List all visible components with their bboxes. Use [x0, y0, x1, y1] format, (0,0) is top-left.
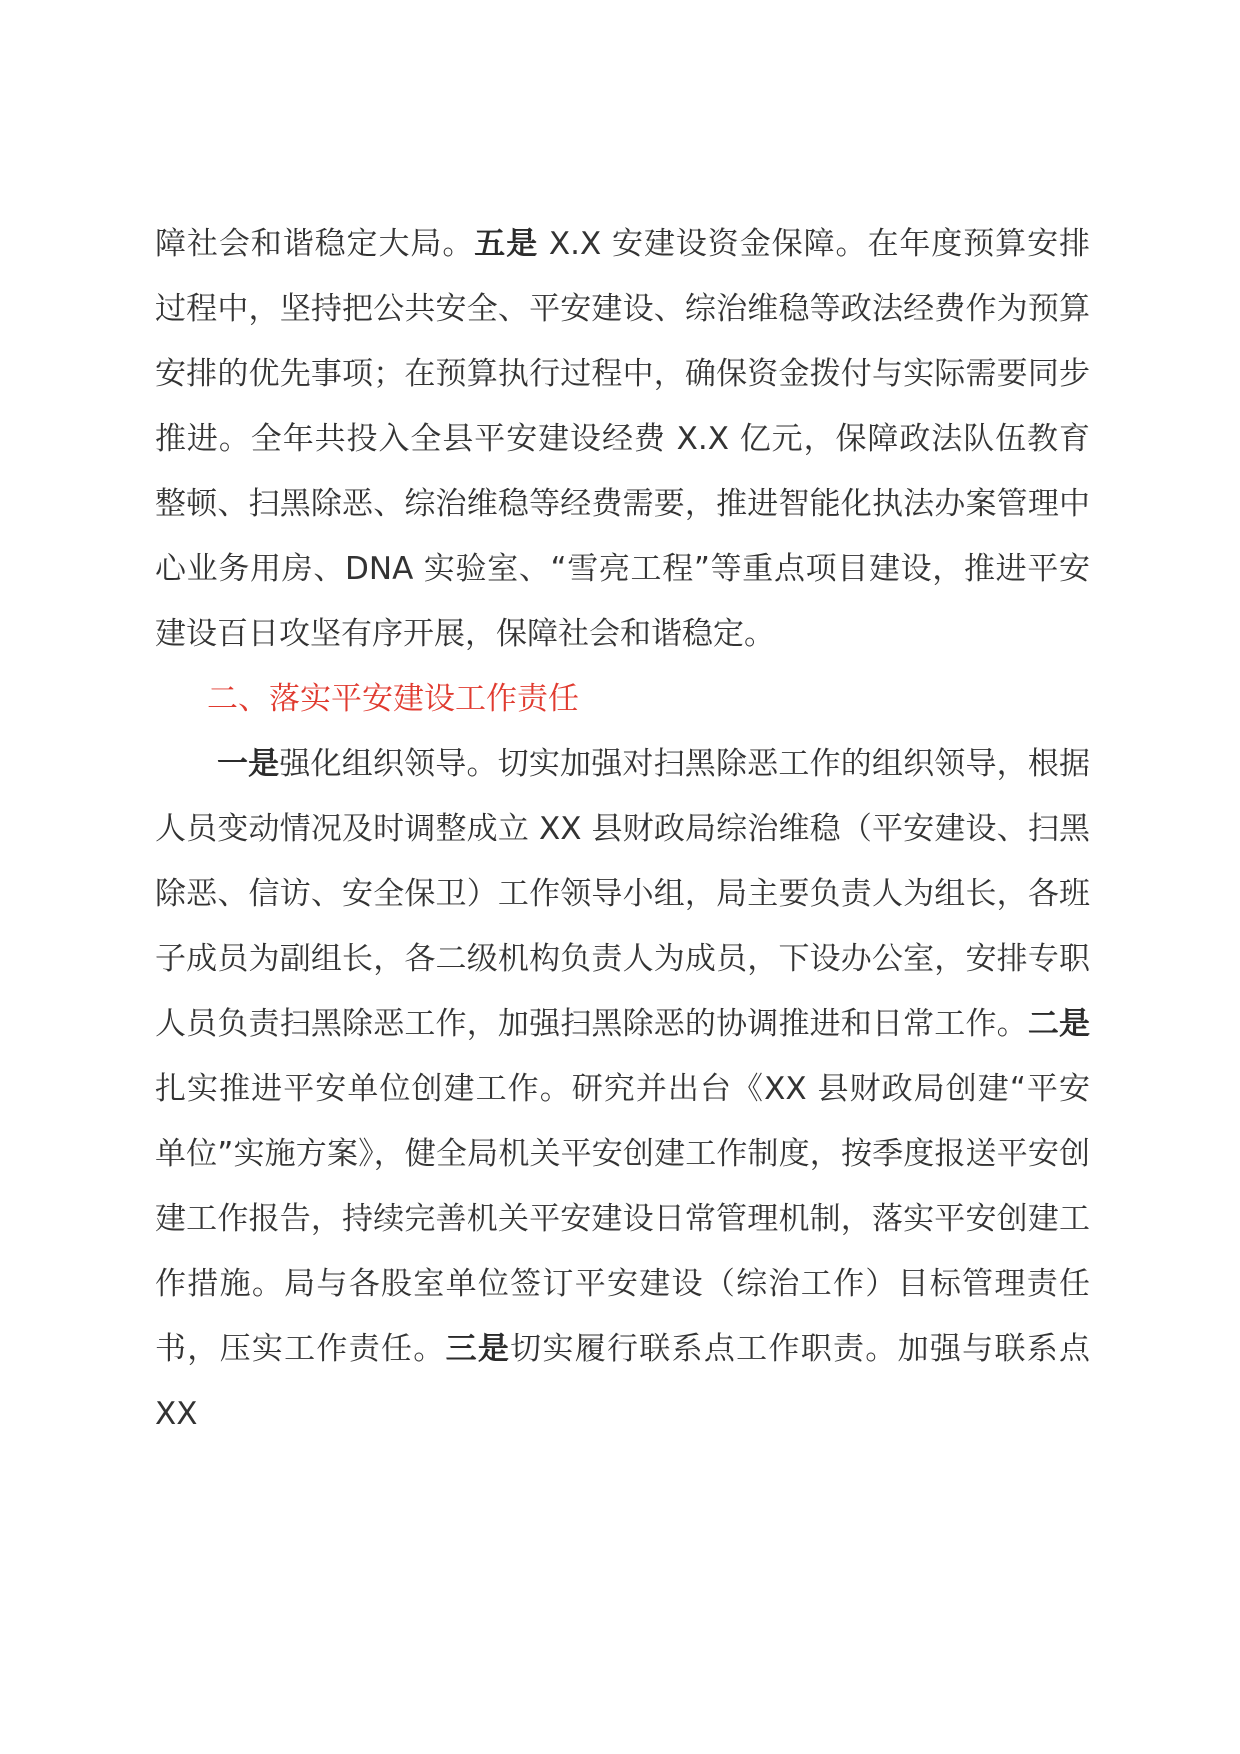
paragraph-text: X.X 安建设资金保障。在年度预算安排过程中，坚持把公共安全、平安建设、综治维稳等政法经费作为预算安排的优先事项；在预算执行过程中，确保资金拨付与实际需要同步推进。全年共投入全县平安建设经费 X.X 亿元，保障政法队伍教育整顿、扫黑除恶、综治维稳等经费需要，推进智能化执法办案管理中心业务用房、DNA 实验室、“雪亮工程”等重点项目建设，推进平安建设百日攻坚有序开展，保障社会和谐稳定。 [155, 226, 1091, 652]
bold-lead-five: 五是 [474, 226, 539, 262]
paragraph-funding [155, 212, 1090, 667]
paragraph-text: 强化组织领导。切实加强对扫黑除恶工作的组织领导，根据人员变动情况及时调整成立 XX 县财政局综治维稳（平安建设、扫黑除恶、信访、安全保卫）工作领导小组，局主要负责人为组长，各班子成员为副组长，各二级机构负责人为成员，下设办公室，安排专职人员负责扫黑除恶工作，加强扫黑除恶的协调推进和日常工作。 [155, 746, 1091, 1042]
paragraph-text: 切实履行联系点工作职责。加强与联系点 XX [155, 1331, 1091, 1432]
paragraph-responsibility [155, 732, 1090, 1447]
section-heading: 二、落实平安建设工作责任 [207, 681, 579, 717]
bold-lead-three: 三是 [445, 1331, 511, 1367]
paragraph-text: 扎实推进平安单位创建工作。研究并出台《XX 县财政局创建“平安单位”实施方案》，健全局机关平安创建工作制度，按季度报送平安创建工作报告，持续完善机关平安建设日常管理机制，落实平安创建工作措施。局与各股室单位签订平安建设（综治工作）目标管理责任书，压实工作责任。 [155, 1071, 1090, 1367]
bold-lead-two: 二是 [1027, 1006, 1091, 1042]
paragraph-text: 障社会和谐稳定大局。 [155, 226, 475, 262]
document-body [155, 212, 1090, 1447]
bold-lead-one: 一是 [217, 746, 280, 782]
